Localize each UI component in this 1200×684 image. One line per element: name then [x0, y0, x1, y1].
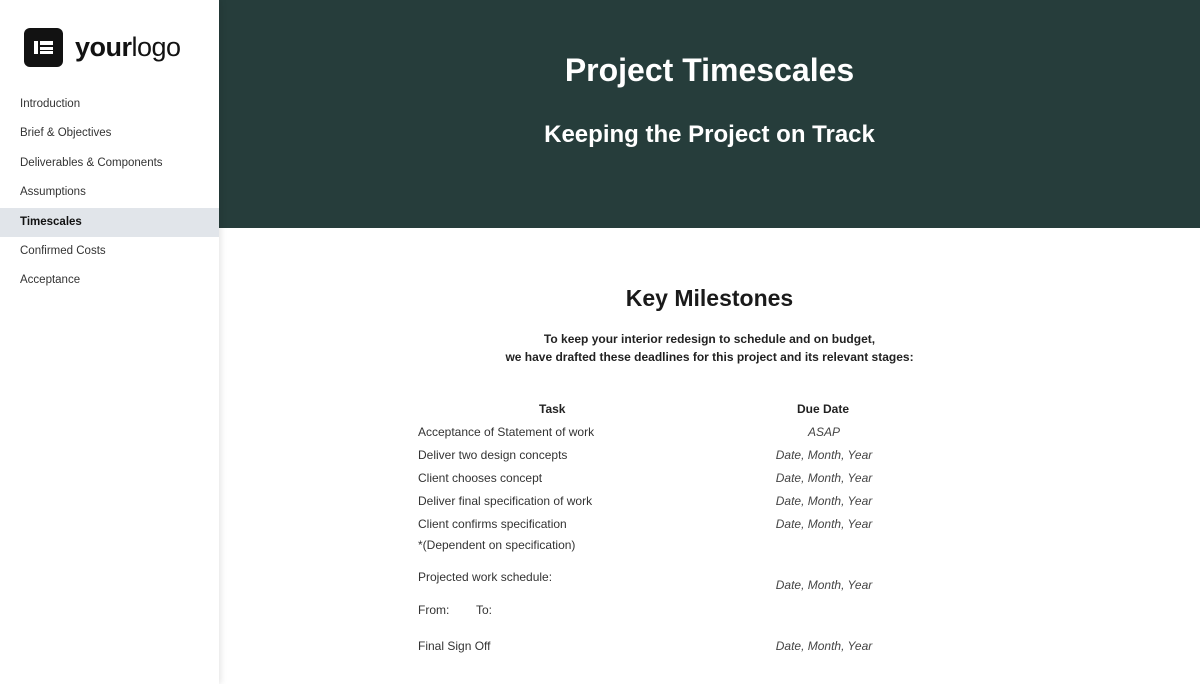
logo-text-bold: your — [75, 32, 132, 62]
schedule-due-date: Date, Month, Year — [775, 578, 873, 592]
intro-text — [219, 330, 1200, 366]
hero-banner — [219, 0, 1200, 228]
column-header-task: Task — [539, 402, 566, 416]
page-subtitle: Keeping the Project on Track — [544, 121, 875, 148]
section-heading: Key Milestones — [625, 285, 794, 311]
dependency-note: *(Dependent on specification) — [418, 538, 576, 552]
sidebar-item-introduction[interactable]: Introduction — [20, 98, 81, 110]
sidebar-item-confirmed-costs[interactable]: Confirmed Costs — [20, 244, 106, 257]
logo-text-regular: logo — [131, 32, 181, 62]
milestone-task: Client chooses concept — [418, 471, 543, 485]
logo[interactable] — [24, 28, 181, 67]
sidebar-item-timescales[interactable]: Timescales — [0, 208, 219, 237]
sidebar-item-brief-objectives[interactable]: Brief & Objectives — [20, 127, 112, 140]
schedule-label: Projected work schedule: — [418, 570, 553, 584]
signoff-due-date: Date, Month, Year — [775, 639, 873, 653]
sidebar-item-acceptance[interactable]: Acceptance — [20, 274, 81, 287]
schedule-from-label: From: — [418, 603, 450, 617]
milestone-task: Deliver two design concepts — [418, 448, 568, 462]
milestone-due-date: Date, Month, Year — [775, 517, 873, 531]
sidebar — [0, 0, 219, 684]
milestone-task: Client confirms specification — [418, 517, 567, 531]
main-content — [219, 228, 1200, 684]
milestone-due-date: Date, Month, Year — [775, 494, 873, 508]
milestone-task: Acceptance of Statement of work — [418, 425, 595, 439]
column-header-due-date: Due Date — [797, 402, 850, 416]
milestone-due-date: Date, Month, Year — [775, 448, 873, 462]
intro-line-2: we have drafted these deadlines for this project and its relevant stages: — [505, 350, 914, 364]
milestone-due-date: ASAP — [807, 425, 840, 439]
page-title: Project Timescales — [564, 52, 855, 88]
sidebar-nav — [0, 90, 219, 296]
logo-mark-icon — [24, 28, 63, 67]
logo-text — [75, 32, 181, 63]
intro-line-1: To keep your interior redesign to schedule and on budget, — [543, 332, 876, 346]
sidebar-item-deliverables-components[interactable]: Deliverables & Components — [20, 156, 163, 169]
milestone-task: Deliver final specification of work — [418, 494, 593, 508]
milestone-due-date: Date, Month, Year — [775, 471, 873, 485]
signoff-label: Final Sign Off — [418, 639, 491, 653]
schedule-to-label: To: — [476, 603, 493, 617]
sidebar-item-assumptions[interactable]: Assumptions — [20, 186, 86, 199]
